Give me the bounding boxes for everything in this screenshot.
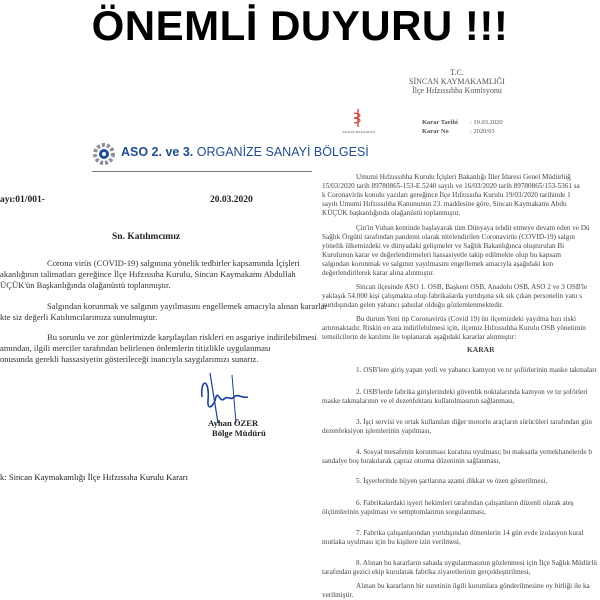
- doc-line: yurtdışından gelen yabancı şahıslar olduğu gözlemlenmektedir.: [322, 301, 504, 309]
- decision-item: 2. OSB'lerde fabrika girişlerindeki güvenlik noktalarında kamyon ve tır şoförleri: [356, 388, 588, 396]
- doc-line: Sağlık Örgütü tarafından pandemi olarak nitelendirilen Coronavirüs (COVID-19) salgın: [322, 233, 575, 241]
- org-prefix: ASO 2. ve 3.: [121, 145, 197, 159]
- doc-line: k Coronavirüs konulu yazıları gereğince İlçe Hıfzıssıha Kurulu 19/03/2020 tarihinde 1: [322, 191, 571, 199]
- decision-item: tarafından gezici ekip kurularak fabrika ziyaretlerinin gerçekleştirilmesi,: [322, 568, 531, 576]
- paragraph-line: amından, ilgili merciler tarafından belirlenen önlemlerin titizlikle uygulanması: [0, 343, 271, 353]
- doc-header-tc: T.C.: [450, 68, 464, 77]
- doc-line: Bu durum Yeni tip Coronavirüs (Covid 19) ün ilçemizdeki yayılma hızı riski: [356, 315, 576, 323]
- doc-line: yönelik ülkemizdeki ve dünyadaki gelişmeler ve Sağlık Bakanlığınca oluşturulan Bi: [322, 242, 565, 250]
- paragraph-line: kte siz değerli Katılımcılarımıza sunulmuştur.: [0, 312, 158, 322]
- district-decision-document: [322, 62, 600, 600]
- paragraph-line: ÜÇÜK'ün Başkanlığında olağanüstü toplanmıştır.: [0, 280, 171, 290]
- decision-item: 5. İşyerlerinde hijyen şartlarına azami dikkat ve özen gösterilmesi,: [356, 477, 548, 485]
- decision-item: 4. Sosyal mesafenin korunması kuralına uyulması; bu maksatla yemekhanelerde b: [356, 448, 592, 456]
- osb-letter: [0, 140, 369, 485]
- letter-subject: k: Sincan Kaymakamlığı İlçe Hıfzıssıha Kurulu Kararı: [0, 472, 189, 482]
- decision-item: 6. Fabrikalardaki işyeri hekimleri tarafından çalışanların düzenli olarak ateş: [356, 499, 574, 507]
- doc-header-authority: SİNCAN KAYMAKAMLIĞI: [409, 77, 505, 86]
- doc-line: temsilcilerin de katılımı ile toplanarak aşağıdaki kararlar alınmıştır:: [322, 333, 517, 341]
- paragraph-line: onusunda gerekli hassasiyetin gösterileceği inancıyla saygılarımızı sunarız.: [0, 354, 259, 364]
- decision-heading: KARAR: [467, 345, 495, 354]
- doc-line: Kurulunun karar ve değerlendirmeleri hassasiyetle takip edilmekte olup bu kapsam: [322, 251, 561, 259]
- ministry-logo-icon: [350, 108, 366, 128]
- decision-number-label: Karar No: [422, 128, 449, 135]
- reference-number: ayı:01/001-: [0, 195, 45, 205]
- decision-item: verilmiştir.: [322, 591, 354, 599]
- decision-number-value: : 2020/03: [470, 128, 495, 135]
- doc-header-commission: İlçe Hıfzıssıhha Komisyonu: [412, 86, 502, 95]
- decision-item: 3. İşçi servisi ve ortak kullanılan diğer motorlu araçların sürücüleri tarafından gün: [356, 418, 592, 426]
- paragraph-line: Corona virüs (COVID-19) salgınına yönelik tedbirler kapsamında İçişleri: [47, 258, 300, 268]
- decision-item: dezenfeksiyon işlemlerinin yapılması,: [322, 427, 432, 435]
- header-divider: [92, 171, 312, 172]
- doc-line: Çin'in Vuhan kentinde başlayarak tüm Dünyaya tehdit etmeye devam eden ve Dü: [356, 224, 590, 232]
- paragraph-line: Salgından korunmak ve salgının yayılmasını engellemek amacıyla alınan kararlar: [47, 301, 328, 311]
- ministry-label: SAĞLIK BAKANLIĞI: [342, 130, 376, 134]
- doc-line: salgından korunmak ve salgının yayılmasını engellemek amacıyla aşağıdaki kon: [322, 260, 554, 268]
- decision-item: maske takmalarının ve el dezenfektanı kullanılmasının sağlanması,: [322, 397, 515, 405]
- doc-line: sayılı Umumi Hıfzıssıhha Kanununun 23. maddesine göre, Sincan Kaymakamı Abdu: [322, 200, 567, 208]
- decision-item: 8. Alınan bu kararların sahada uygulanmasının gözlenmesi için İlçe Sağlık Müdürlü: [356, 559, 597, 567]
- gear-logo-icon: [92, 142, 116, 166]
- doc-line: 15/03/2020 tarih 89780865-153-E.5240 sayılı ve 16/03/2020 tarih 89780865/153-5361 sa: [322, 182, 580, 190]
- decision-item: ölçümlerinin yapılması ve semptomlarının sorgulanması,: [322, 508, 486, 516]
- decision-date-value: : 19.03.2020: [470, 119, 503, 126]
- doc-line: Sincan ilçesinde ASO 1. OSB, Başkent OSB, Anadolu OSB, ASO 2 ve 3 OSB'le: [356, 283, 588, 291]
- decision-item: 1. OSB'lere giriş yapan yerli ve yabancı kamyon ve tır şoförlerinin maske takmaları: [356, 366, 597, 374]
- signature-image: [196, 367, 260, 425]
- decision-date-label: Karar Tarihi: [422, 119, 458, 126]
- letter-date: 20.03.2020: [210, 195, 253, 205]
- doc-line: KÜÇÜK başkanlığında olağanüstü toplanmıştır.: [322, 209, 461, 217]
- doc-line: Umumi Hıfzıssıhha Kurulu İçişleri Bakanlığı İller İdaresi Genel Müdürlüğ: [356, 173, 571, 181]
- decision-item: Alınan bu kararların bir suretinin ilgili kurumlara gönderilmesine oy birliği ile ka: [356, 582, 590, 590]
- paragraph-line: akanlığının talimatları gereğince İlçe Hıfzıssıha Kurulu, Sincan Kaymakamı Abdullah: [0, 269, 296, 279]
- doc-line: yaklaşık 54.000 kişi çalışmakta olup fabrikalarda yurtdışına sık sık çıkan personelin yanı s: [322, 292, 583, 300]
- decision-item: sandalye boş bırakılarak çapraz oturma düzeninin sağlanması,: [322, 457, 501, 465]
- doc-line: değerlendirilerek karar alına alınmıştır.: [322, 269, 435, 277]
- decision-item: 7. Fabrika çalışanlarından yurtdışından dönenlerin 14 gün evde izolasyon kural: [356, 529, 584, 537]
- announcement-headline: ÖNEMLİ DUYURU !!!: [91, 2, 509, 49]
- signer-name: Ayhan ÖZER: [208, 418, 259, 428]
- salutation: Sn. Katılımcımız: [112, 232, 181, 242]
- org-title: ORGANİZE SANAYİ BÖLGESİ: [196, 145, 369, 159]
- decision-item: mutlaka uyulması için bu kişilere izin verilmesi,: [322, 538, 461, 546]
- doc-line: artırmaktadır. Riskin en aza indirilebilmesi için, ilçemiz Hıfzıssıhha Kurulu OSB yönetimin: [322, 324, 586, 332]
- paragraph-line: Bu sorunlu ve zor günlerimizde karşılaşılan riskleri en asgariye indirilebilmesi: [47, 332, 317, 342]
- signer-title: Bölge Müdürü: [212, 428, 266, 438]
